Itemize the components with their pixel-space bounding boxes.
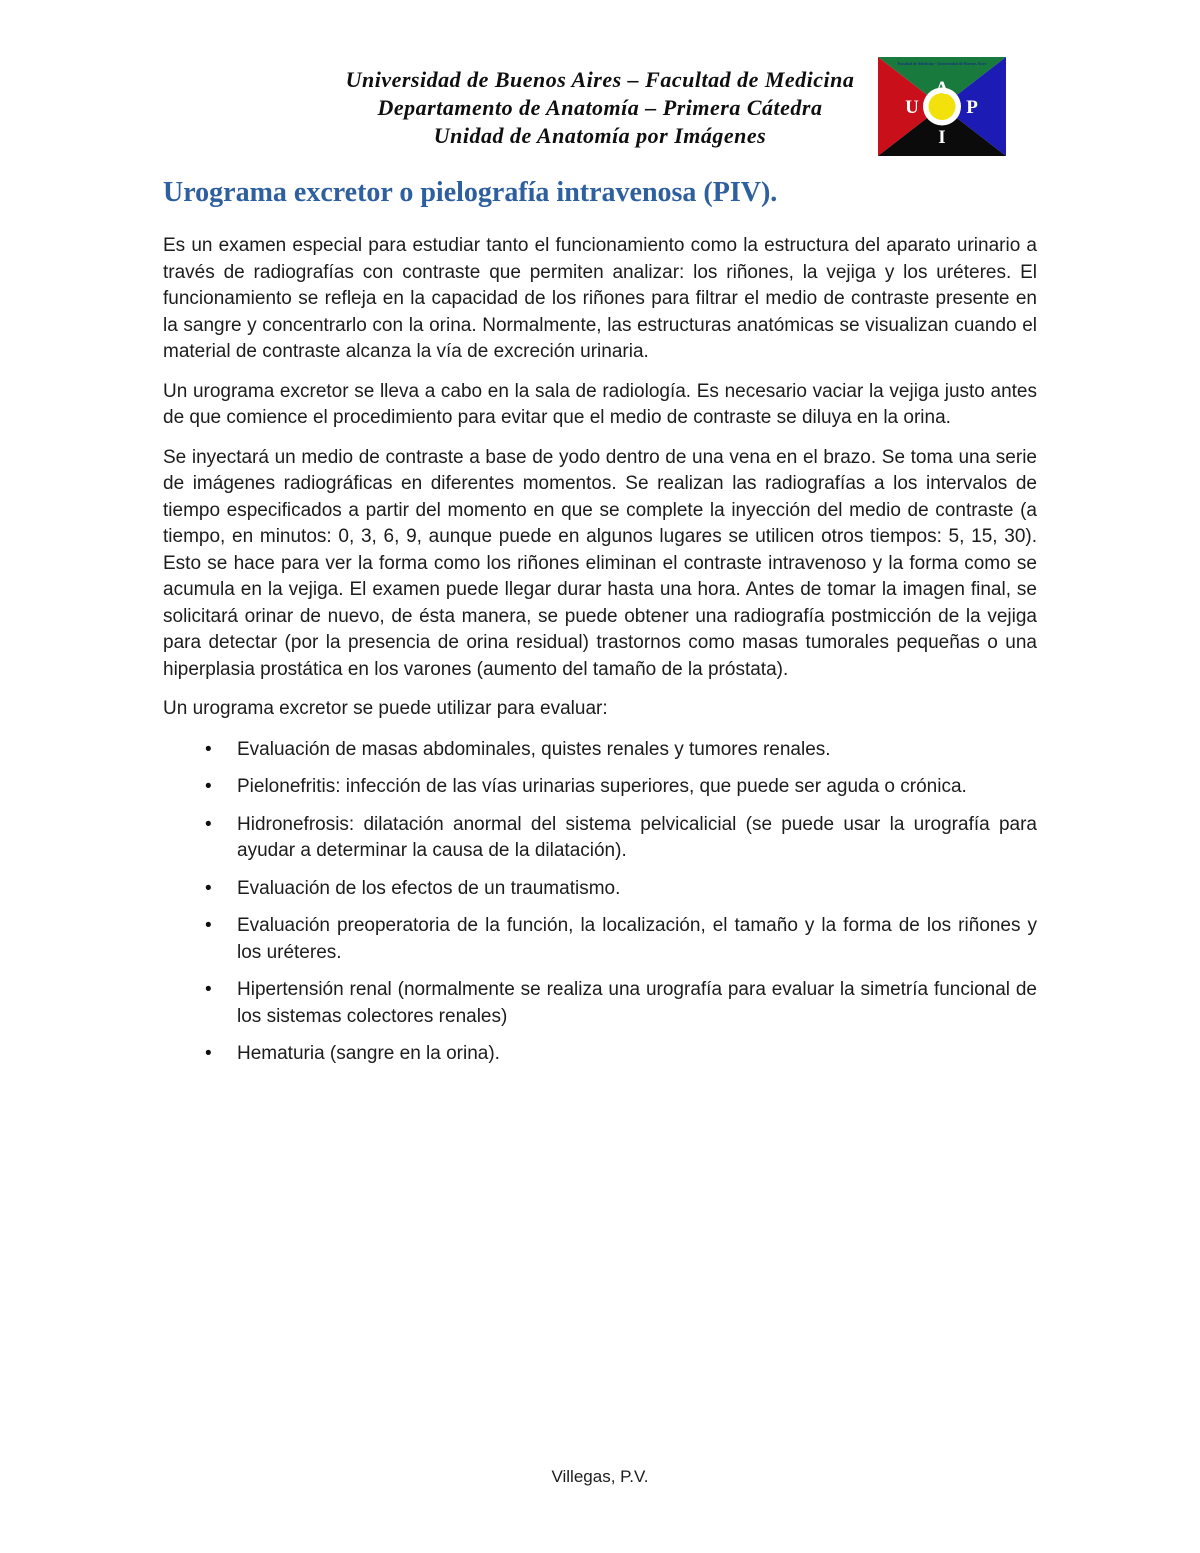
- list-item-hydronephrosis: • Hidronefrosis: dilatación anormal del sistema pelvicalicial (se puede usar la urografía para ayudar a determinar la causa de la dilatación).: [237, 812, 1037, 865]
- uai-logo: [878, 57, 1006, 156]
- logo-top-text: Facultad de Medicina - Universidad de Buenos Aires: [897, 61, 987, 66]
- page-title: Urograma excretor o pielografía intravenosa (PIV).: [163, 177, 778, 208]
- uai-logo-graphic: [878, 57, 1006, 156]
- list-item-pyelonephritis: • Pielonefritis: infección de las vías urinarias superiores, que puede ser aguda o crónica.: [237, 774, 1037, 801]
- list-item-hematuria: • Hematuria (sangre en la orina).: [237, 1041, 1037, 1068]
- list-intro: Un urograma excretor se puede utilizar para evaluar:: [163, 698, 608, 719]
- logo-letter-a: A: [935, 78, 949, 99]
- page-footer: Villegas, P.V.: [551, 1467, 649, 1486]
- header-line-department: Departamento de Anatomía – Primera Cátedra: [377, 95, 823, 120]
- header-line-unit: Unidad de Anatomía por Imágenes: [433, 123, 767, 148]
- paragraph-intro: Es un examen especial para estudiar tanto el funcionamiento como la estructura del aparato urinario a través de radiografías con contraste que permiten analizar: los riñones, la vejiga y los uréteres. El funcionamiento se refleja en la capacidad de los riñones para filtrar el medio de contraste presente en la sangre y concentrarlo con la orina. Normalmente, las estructuras anatómicas se visualizan cuando el material de contraste alcanza la vía de excreción urinaria.: [163, 235, 1037, 362]
- logo-letter-u: U: [905, 97, 919, 118]
- logo-letter-i: I: [938, 127, 946, 148]
- list-item-renal-hypertension: • Hipertensión renal (normalmente se realiza una urografía para evaluar la simetría funcional de los sistemas colectores renales): [237, 977, 1037, 1030]
- list-item-preoperative: • Evaluación preoperatoria de la función, la localización, el tamaño y la forma de los riñones y los uréteres.: [237, 913, 1037, 966]
- paragraph-contrast-injection: Se inyectará un medio de contraste a base de yodo dentro de una vena en el brazo. Se toma una serie de imágenes radiográficas en diferentes momentos. Se realizan las radiografías a los intervalos de tiempo especificados a partir del momento en que se complete la inyección del medio de contraste (a tiempo, en minutos: 0, 3, 6, 9, aunque puede en algunos lugares se utilicen otros tiempos: 5, 15, 30). Esto se hace para ver la forma como los riñones eliminan el contraste intravenoso y la forma como se acumula en la vejiga. El examen puede llegar durar hasta una hora. Antes de tomar la imagen final, se solicitará orinar de nuevo, de ésta manera, se puede obtener una radiografía postmicción de la vejiga para detectar (por la presencia de orina residual) trastornos como masas tumorales pequeñas o una hiperplasia prostática en los varones (aumento del tamaño de la próstata).: [163, 446, 1037, 680]
- document-header: [163, 61, 1037, 150]
- list-item-trauma: • Evaluación de los efectos de un traumatismo.: [237, 876, 1037, 903]
- header-line-university: Universidad de Buenos Aires – Facultad de Medicina: [345, 67, 855, 92]
- paragraph-procedure-location: Un urograma excretor se lleva a cabo en la sala de radiología. Es necesario vaciar la vejiga justo antes de que comience el procedimiento para evitar que el medio de contraste se diluya en la orina.: [163, 380, 1037, 428]
- list-item-masses: • Evaluación de masas abdominales, quistes renales y tumores renales.: [237, 737, 1037, 764]
- logo-letter-p: P: [966, 97, 978, 118]
- evaluation-list: [163, 737, 1037, 1068]
